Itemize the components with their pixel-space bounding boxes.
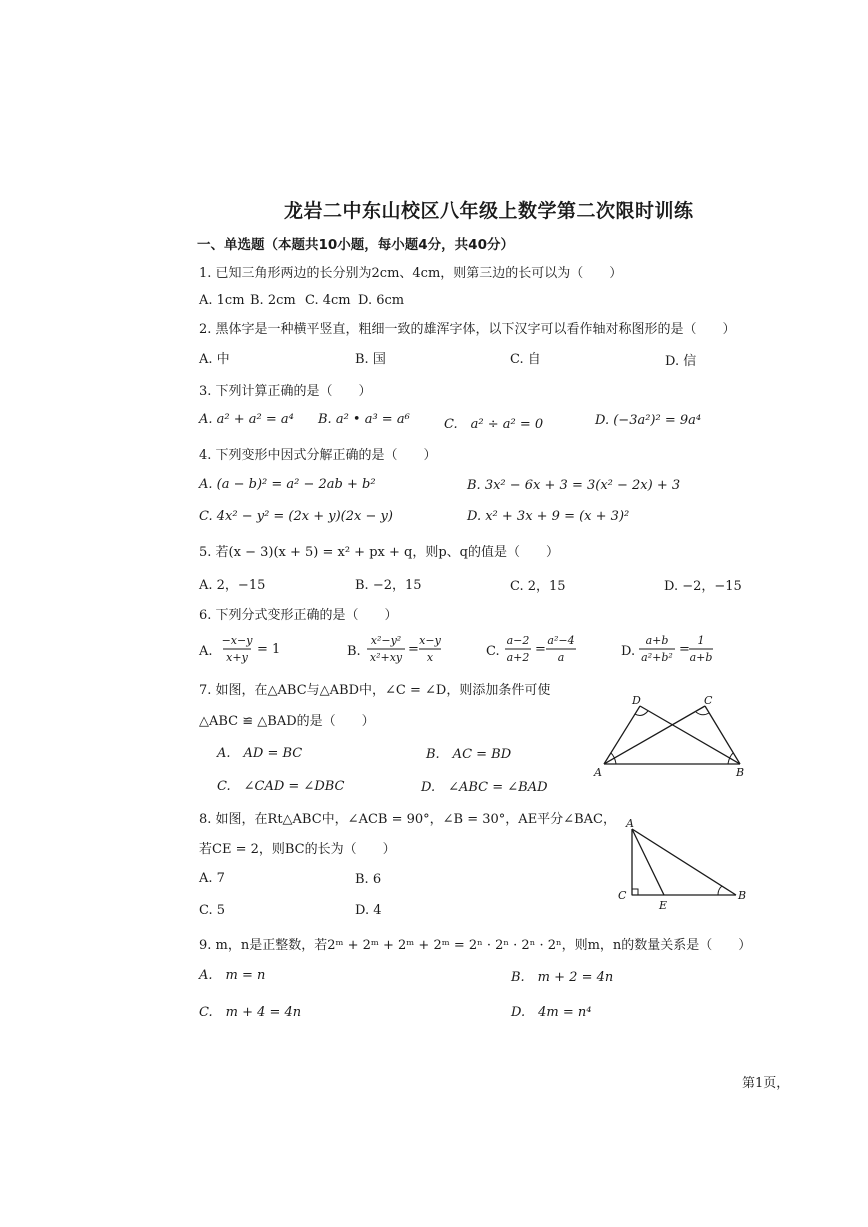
q2-option-a: A. 中 [199,352,230,367]
q6-options-fractions [195,630,755,670]
question-8-stem: 8. 如图，在Rt△ABC中，∠ACB = 90°，∠B = 30°，AE平分∠BAC， [199,812,616,827]
q8-right-triangle-figure [614,815,759,915]
q4-option-c: C. 4x² − y² = (2x + y)(2x − y) [199,509,393,524]
q5-option-a: A. 2，−15 [199,578,266,593]
question-7-stem-line2: △ABC ≌ △BAD的是（ ） [199,714,375,729]
q6-a-denominator: x+y [226,651,248,664]
q8-option-a: A. 7 [199,871,225,886]
q2-option-b: B. 国 [355,352,386,367]
q3-option-c: C. a² ÷ a² = 0 [444,417,544,432]
q5-option-b: B. −2，15 [355,578,422,593]
q6-option-b-letter: B. [347,644,361,659]
q6-b-denominator: x²+xy [369,651,403,664]
q1-option-b: B. 2cm [250,293,296,308]
q6-c-denominator: a+2 [506,651,530,664]
question-7-stem: 7. 如图，在△ABC与△ABD中，∠C = ∠D，则添加条件可使 [199,683,551,698]
q3-option-b: B. a² • a³ = a⁶ [318,412,410,427]
q6-a-rhs: = 1 [257,642,281,657]
q7-label-c: C [704,694,713,707]
q3-option-d: D. (−3a²)² = 9a⁴ [595,413,702,428]
q3-option-a: A. a² + a² = a⁴ [199,412,294,427]
q8-option-b: B. 6 [355,872,382,887]
q7-label-d: D [632,694,641,707]
q6-b-rhs-denominator: x [426,651,434,664]
section-heading: 一、单选题（本题共10小题，每小题4分，共40分） [197,237,514,253]
q1-option-a: A. 1cm [199,293,245,308]
q8-option-c: C. 5 [199,903,226,918]
q7-option-b: B. AC = BD [426,747,512,762]
q6-b-rhs-numerator: x−y [419,634,441,647]
question-2-stem: 2. 黑体字是一种横平竖直，粗细一致的雄浑字体，以下汉字可以看作轴对称图形的是（ ） [199,322,736,337]
question-8-stem-line2: 若CE = 2，则BC的长为（ ） [199,842,396,857]
q6-c-numerator: a−2 [506,634,530,647]
q5-option-c: C. 2，15 [510,579,566,594]
q9-option-a: A. m = n [199,968,266,983]
q9-option-d: D. 4m = n⁴ [511,1005,592,1020]
q7-option-d: D. ∠ABC = ∠BAD [421,780,548,795]
q1-option-d: D. 6cm [358,293,405,308]
question-9-stem: 9. m，n是正整数，若2ᵐ + 2ᵐ + 2ᵐ + 2ᵐ = 2ⁿ · 2ⁿ · 2ⁿ · 2ⁿ，则m，n的数量关系是（ ） [199,938,752,953]
q8-option-d: D. 4 [355,903,382,918]
q6-option-a-letter: A. [199,644,213,659]
q6-d-numerator: a+b [645,634,669,647]
q6-a-numerator: −x−y [221,634,253,647]
q8-label-c: C [618,889,627,902]
q6-d-rhs-denominator: a+b [689,651,713,664]
q6-c-rhs-numerator: a²−4 [547,634,575,647]
q8-right-angle-mark [632,889,638,895]
q8-label-e: E [659,899,668,912]
q6-option-d-letter: D. [621,644,636,659]
q9-option-c: C. m + 4 = 4n [199,1005,302,1020]
q8-angle-b-mark [718,886,722,895]
q7-triangle-figure [590,692,760,787]
question-4-stem: 4. 下列变形中因式分解正确的是（ ） [199,448,437,463]
q6-d-denominator: a²+b² [641,651,673,664]
q6-d-equals: = [679,642,690,657]
q4-option-b: B. 3x² − 6x + 3 = 3(x² − 2x) + 3 [467,478,681,493]
q7-label-b: B [736,766,745,779]
q7-edge-cb [705,706,740,764]
q4-option-d: D. x² + 3x + 9 = (x + 3)² [467,509,630,524]
q5-option-d: D. −2，−15 [664,579,742,594]
q6-b-numerator: x²−y² [370,634,402,647]
q2-option-c: C. 自 [510,352,541,367]
q7-edge-ad [604,706,640,764]
q6-d-rhs-numerator: 1 [697,634,705,647]
question-3-stem: 3. 下列计算正确的是（ ） [199,384,372,399]
q9-option-b: B. m + 2 = 4n [511,970,614,985]
question-5-stem: 5. 若(x − 3)(x + 5) = x² + px + q，则p、q的值是（ ） [199,545,559,560]
q6-c-rhs-denominator: a [557,651,565,664]
question-1-stem: 1. 已知三角形两边的长分别为2cm、4cm，则第三边的长可以为（ ） [199,266,623,281]
q7-label-a: A [594,766,602,779]
q2-option-d: D. 信 [665,354,697,369]
q8-label-a: A [626,817,634,830]
q6-c-equals: = [535,642,546,657]
q4-option-a: A. (a − b)² = a² − 2ab + b² [199,477,376,492]
page-number: 第1页， [742,1076,790,1091]
page-title: 龙岩二中东山校区八年级上数学第二次限时训练 [284,200,694,222]
q8-label-b: B [738,889,747,902]
q6-option-c-letter: C. [486,644,500,659]
q7-option-a: A. AD = BC [217,746,303,761]
q1-option-c: C. 4cm [305,293,351,308]
q7-option-c: C. ∠CAD = ∠DBC [217,779,345,794]
question-6-stem: 6. 下列分式变形正确的是（ ） [199,608,398,623]
q6-b-equals: = [408,642,419,657]
q7-angle-c-mark [696,712,709,715]
